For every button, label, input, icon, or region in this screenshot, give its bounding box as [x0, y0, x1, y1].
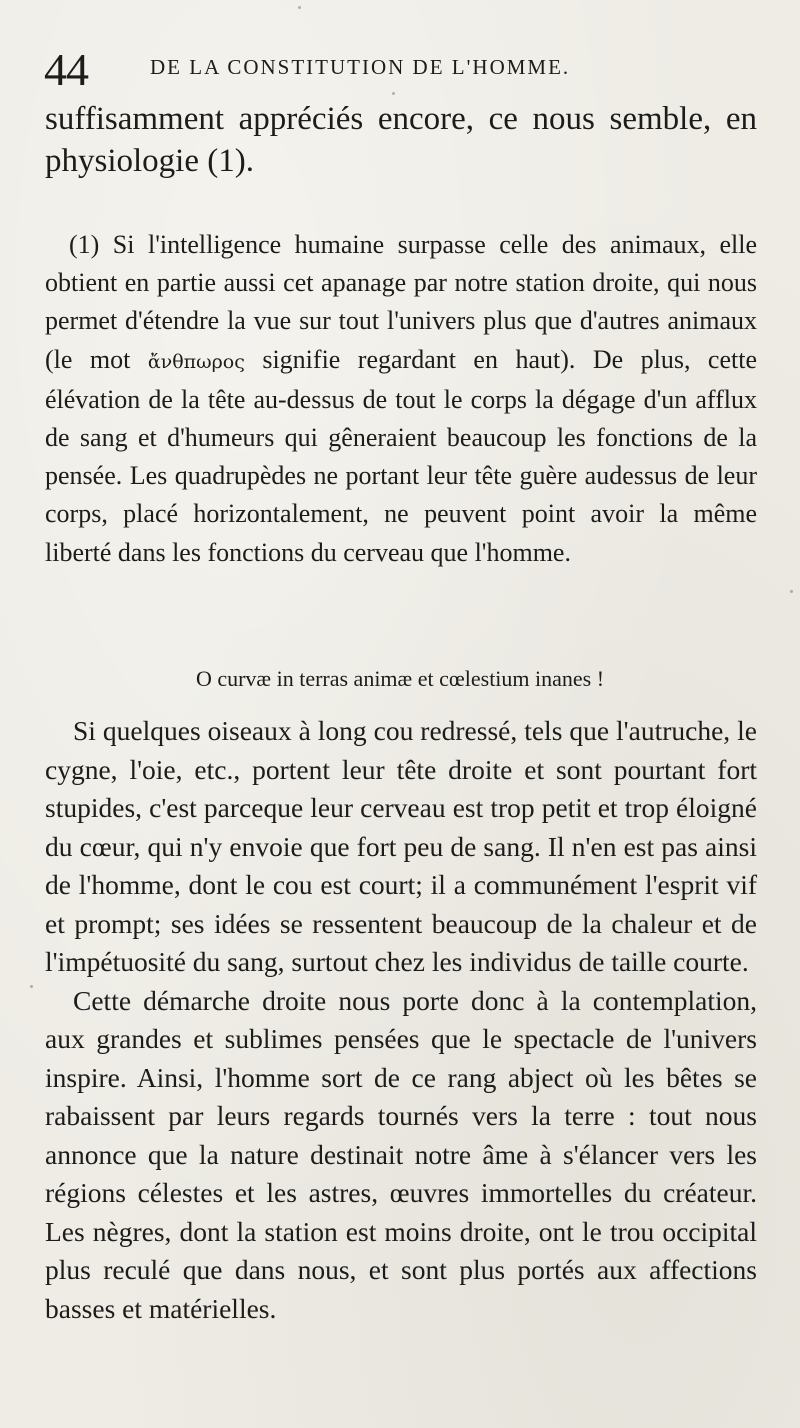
page-header — [44, 40, 764, 100]
paper-speck — [790, 590, 793, 593]
paper-speck — [30, 985, 33, 988]
greek-word: ἄνθπωρος — [147, 350, 245, 373]
main-text-continuation: suffisamment appréciés encore, ce nous semble, en physiologie (1). — [45, 101, 757, 179]
footnote-text-after: signifie regardant en haut). De plus, cette élévation de la tête au-dessus de tout le corps la dégage d'un afflux de sang et d'humeurs qui gêneraient beaucoup les fonctions de la pensée. Les quadrupèdes ne portant leur tête guère audessus de leur corps, placé horizontalement, ne peuvent point avoir la même liberté dans les fonctions du cerveau que l'homme. — [45, 344, 757, 567]
footnote-text — [45, 226, 757, 572]
main-text — [45, 712, 757, 1328]
running-head: DE LA CONSTITUTION DE L'HOMME. — [150, 55, 571, 79]
latin-quotation: O curvæ in terras animæ et cœlestium inanes ! — [195, 666, 605, 691]
page-number: 44 — [44, 44, 88, 95]
paper-speck — [392, 92, 395, 95]
paragraph: Cette démarche droite nous porte donc à la contemplation, aux grandes et sublimes pensées que le spectacle de l'univers inspire. Ainsi, l'homme sort de ce rang abject où les bêtes se rabaissent par leurs regards tournés vers la terre : tout nous annonce que la nature destinait notre âme à s'élancer vers les régions célestes et les astres, œuvres immortelles du créateur. Les nègres, dont la station est moins droite, ont le trou occipital plus reculé que dans nous, et sont plus portés aux affections basses et matérielles. — [45, 984, 757, 1324]
paper-speck — [298, 6, 301, 9]
footnote-text-before: (1) Si l'intelligence humaine surpasse celle des animaux, elle obtient en partie aussi cet apanage par notre station droite, qui nous permet d'étendre la vue sur tout l'univers plus que d'autres animaux (le mot — [45, 230, 757, 374]
paragraph: Si quelques oiseaux à long cou redressé, tels que l'autruche, le cygne, l'oie, etc., portent leur tête droite et sont pourtant fort stupides, c'est parceque leur cerveau est trop petit et trop éloigné du cœur, qui n'y envoie que fort peu de sang. Il n'en est pas ainsi de l'homme, dont le cou est court; il a communément l'esprit vif et prompt; ses idées se ressentent beaucoup de la chaleur et de l'impétuosité du sang, surtout chez les individus de taille courte. — [45, 715, 757, 977]
footnote — [45, 226, 757, 572]
